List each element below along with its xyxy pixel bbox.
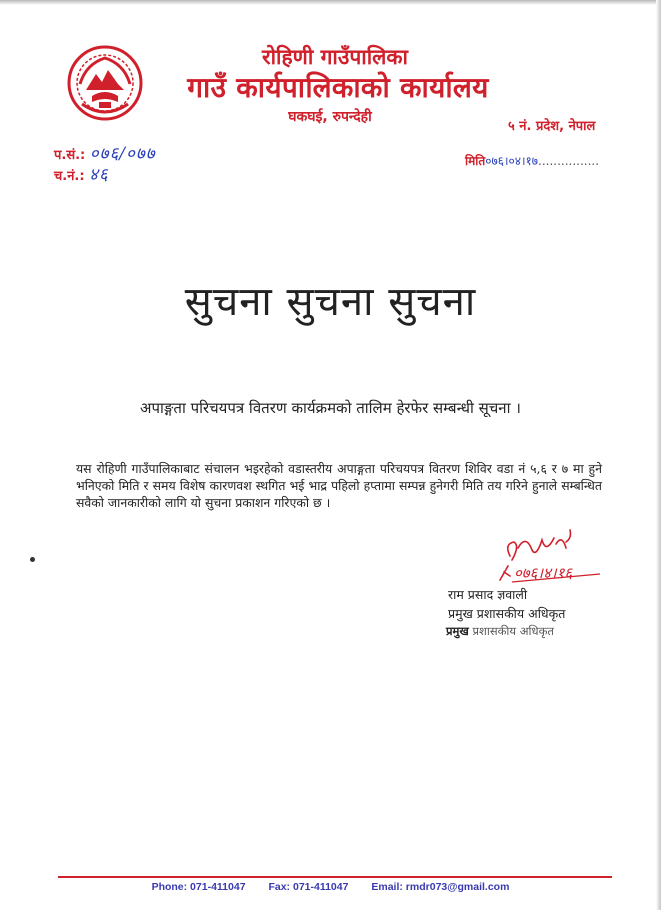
nepal-emblem-logo <box>66 44 144 122</box>
signatory-name: राम प्रसाद ज्ञवाली <box>448 587 528 602</box>
notice-title: सुचना सुचना सुचना <box>184 279 477 325</box>
notice-subject: अपाङ्गता परिचयपत्र वितरण कार्यक्रमको तालिम हेरफेर सम्बन्धी सूचना । <box>140 399 521 417</box>
dispatch-number <box>54 162 109 185</box>
footer-fax: Fax: 071-411047 <box>268 881 349 893</box>
letter-number-value: ०७६/०७७ <box>89 144 156 164</box>
stamp-rest: प्रशासकीय अधिकृत <box>472 624 554 638</box>
footer-phone: Phone: 071-411047 <box>151 881 246 893</box>
office-address: घकघई, रुपन्देही <box>288 109 372 125</box>
letter-date <box>465 152 599 169</box>
page-edge-top <box>0 0 661 5</box>
letter-number <box>54 141 156 164</box>
letter-number-label: प.सं.: <box>54 148 86 163</box>
designation-stamp <box>446 624 626 639</box>
notice-body: यस रोहिणी गाउँपालिकाबाट संचालन भइरहेको वडास्तरीय अपाङ्गता परिचयपत्र वितरण शिविर वडा नं ५,६ र ७ मा हुने भनिएको मिति र समय विशेष कारणवश स्थगित भई भाद्र पहिलो हप्तामा सम्पन्न हुनेगरी मिति तय गरिने हुनाले सम्बन्धित सवैको जानकारीको लागि यो सुचना प्रकाशन गरिएको छ । <box>76 461 602 510</box>
handwritten-signature <box>496 526 616 588</box>
office-name: गाउँ कार्यपालिकाको कार्यालय <box>187 71 489 104</box>
date-label: मिति <box>465 154 486 168</box>
province-label: ५ नं. प्रदेश, नेपाल <box>508 119 596 134</box>
date-dots: ................ <box>538 154 600 168</box>
date-value: ०७६।०४।१७ <box>485 154 539 168</box>
footer-email: Email: rmdr073@gmail.com <box>371 881 510 893</box>
dispatch-number-value: ४६ <box>89 165 109 185</box>
org-name: रोहिणी गाउँपालिका <box>262 45 408 69</box>
footer-rule <box>58 876 612 878</box>
footer-contact <box>0 881 661 893</box>
dispatch-number-label: च.नं.: <box>54 169 85 184</box>
stamp-prefix: प्रमुख <box>446 624 469 638</box>
signatory-title: प्रमुख प्रशासकीय अधिकृत <box>448 606 566 621</box>
page-edge-right <box>656 0 661 910</box>
ink-dot <box>30 557 35 562</box>
signature-date: ०७६।४।१६ <box>514 564 573 582</box>
